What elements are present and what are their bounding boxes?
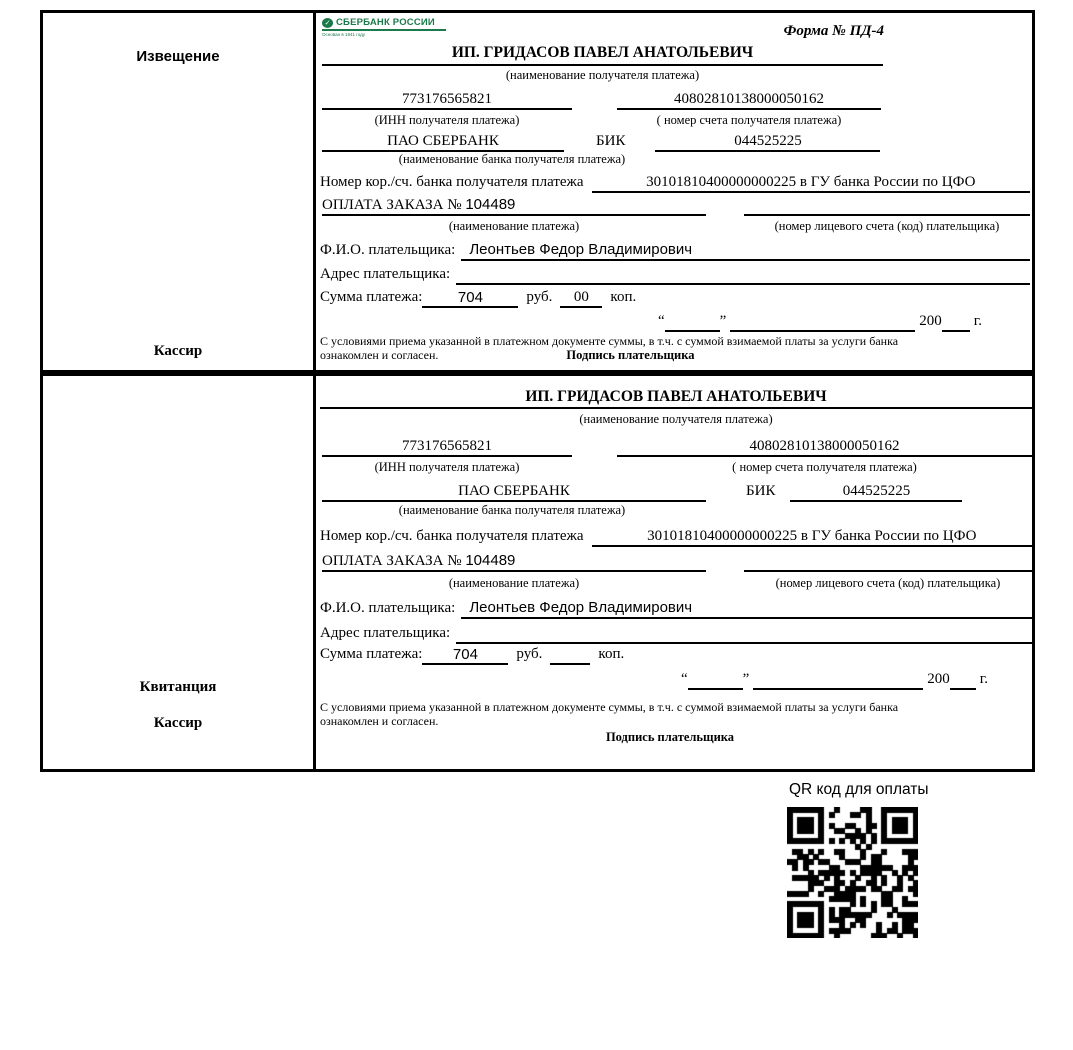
bik-label: БИК [596,133,626,149]
payer-signature-label: Подпись плательщика [605,730,735,744]
payment-hints-row [320,573,1032,591]
amount-row [320,644,1032,665]
year-suffix: г. [979,671,988,687]
terms-line2: ознакомлен и согласен. [320,714,439,728]
account-hint: ( номер счета получателя платежа) [732,460,917,474]
inn-account-row [320,432,1032,457]
payer-signature-label: Подпись плательщика [566,348,695,362]
sberbank-logo-tagline: Основан в 1841 году [322,32,366,37]
payer-fio-label: Ф.И.О. плательщика: [320,242,456,258]
date-row [320,310,982,332]
payment-purpose-field [322,196,706,216]
open-quote: “ [657,313,665,329]
payment-purpose-text: ОПЛАТА ЗАКАЗА № [322,197,466,213]
open-quote: “ [680,671,688,687]
notice-cashier-label: Кассир [153,343,203,359]
kop-unit: коп. [598,646,625,662]
notice-label: Извещение [136,48,220,65]
amount-kop-value: 00 [560,289,602,308]
amount-label: Сумма платежа: [320,289,423,305]
payer-fio-row [320,594,1032,619]
corr-account-row [320,522,1032,547]
date-row [320,666,988,690]
inn-value: 773176565821 [322,91,572,110]
sberbank-logo [322,17,446,37]
receipt-section [40,373,1035,772]
payment-purpose-text: ОПЛАТА ЗАКАЗА № [322,553,466,569]
date-year-blank [942,314,970,332]
payment-name-hint: (наименование платежа) [448,219,580,233]
receipt-stub-column [43,376,316,769]
payment-name-hint: (наименование платежа) [448,576,580,590]
order-number: 104489 [465,196,516,213]
corr-account-label: Номер кор./сч. банка получателя платежа [320,528,584,544]
date-year-blank [950,672,976,690]
personal-account-hint: (номер лицевого счета (код) плательщика) [775,576,1001,590]
terms-line1: С условиями приема указанной в платежном документе суммы, в т.ч. с суммой взимаемой платы за услуги банка [320,334,899,348]
payer-fio-row [320,237,1030,261]
account-value: 40802810138000050162 [617,438,1032,457]
receipt-form-area [316,376,1034,769]
sberbank-check-icon: ✓ [322,18,333,28]
payer-fio-field [461,241,1030,261]
payer-address-blank-field [456,267,1030,285]
bank-name-hint: (наименование банка получателя платежа) [398,152,626,166]
close-quote: ” [742,671,750,687]
receipt-label: Квитанция [139,679,217,695]
year-suffix: г. [973,313,982,329]
bank-name-value: ПАО СБЕРБАНК [322,483,706,502]
payer-address-label: Адрес плательщика: [320,266,451,282]
corr-account-value: 30101810400000000225 в ГУ банка России по ЦФО [592,174,1030,193]
bank-name-value: ПАО СБЕРБАНК [322,133,564,152]
bank-bik-row [320,130,1030,152]
date-month-blank [753,672,923,690]
payment-purpose-row [320,193,1030,216]
inn-value: 773176565821 [322,438,572,457]
bik-value: 044525225 [790,483,962,502]
sberbank-logo-text: СБЕРБАНК РОССИИ [336,17,435,28]
personal-account-blank-field [744,198,1030,216]
amount-row [320,286,1030,308]
date-day-blank [688,672,743,690]
sberbank-logo-line [322,17,446,31]
payer-address-row [320,620,1032,644]
corr-account-value: 30101810400000000225 в ГУ банка России по ЦФО [592,528,1032,547]
bank-name-hint: (наименование банка получателя платежа) [398,503,626,517]
bank-bik-row [320,477,1032,502]
bik-label: БИК [746,483,776,499]
order-number: 104489 [465,552,516,569]
date-day-blank [665,314,720,332]
notice-header-row [320,13,1030,44]
account-hint: ( номер счета получателя платежа) [656,113,842,127]
amount-rub-value: 704 [422,289,518,308]
recipient-name: ИП. ГРИДАСОВ ПАВЕЛ АНАТОЛЬЕВИЧ [320,388,1032,409]
personal-account-hint: (номер лицевого счета (код) плательщика) [774,219,1000,233]
receipt-cashier-label: Кассир [153,715,203,731]
corr-account-row [320,170,1030,193]
payer-fio-field [461,599,1032,619]
inn-hint: (ИНН получателя платежа) [374,113,520,127]
account-value: 40802810138000050162 [617,91,881,110]
qr-label: QR код для оплаты [789,781,929,798]
rub-unit: руб. [516,646,543,662]
amount-rub-value: 704 [422,646,508,665]
inn-account-hints-row [320,110,1030,128]
notice-form-area [316,13,1032,370]
payment-purpose-row [320,548,1032,572]
year-prefix: 200 [927,671,950,687]
recipient-name-hint: (наименование получателя платежа) [579,412,773,426]
terms-line2: ознакомлен и согласен. [320,348,439,362]
rub-unit: руб. [526,289,553,305]
corr-account-label: Номер кор./сч. банка получателя платежа [320,174,584,190]
amount-label: Сумма платежа: [320,646,423,662]
form-number: Форма № ПД-4 [783,23,884,39]
personal-account-blank-field [744,554,1032,572]
payer-address-row [320,262,1030,285]
inn-hint: (ИНН получателя платежа) [374,460,520,474]
kop-unit: коп. [610,289,637,305]
terms-line2-row [320,348,1030,362]
notice-stub-column [43,13,316,370]
amount-kop-value [550,647,590,665]
payment-hints-row [320,216,1030,234]
terms-line1: С условиями приема указанной в платежном документе суммы, в т.ч. с суммой взимаемой платы за услуги банка [320,700,899,714]
payment-purpose-field [322,552,706,572]
payer-fio-label: Ф.И.О. плательщика: [320,600,456,616]
recipient-name: ИП. ГРИДАСОВ ПАВЕЛ АНАТОЛЬЕВИЧ [322,44,883,66]
notice-section [40,10,1035,373]
date-month-blank [730,314,915,332]
inn-account-hints-row [320,457,1032,475]
payer-fio-value: Леонтьев Федор Владимирович [469,599,693,616]
inn-account-row [320,88,1030,110]
qr-code-image [787,807,918,938]
year-prefix: 200 [919,313,942,329]
payer-address-label: Адрес плательщика: [320,625,451,641]
bik-value: 044525225 [655,133,880,152]
payer-address-blank-field [456,626,1032,644]
payer-fio-value: Леонтьев Федор Владимирович [469,241,693,258]
recipient-name-hint: (наименование получателя платежа) [505,68,700,82]
close-quote: ” [719,313,727,329]
